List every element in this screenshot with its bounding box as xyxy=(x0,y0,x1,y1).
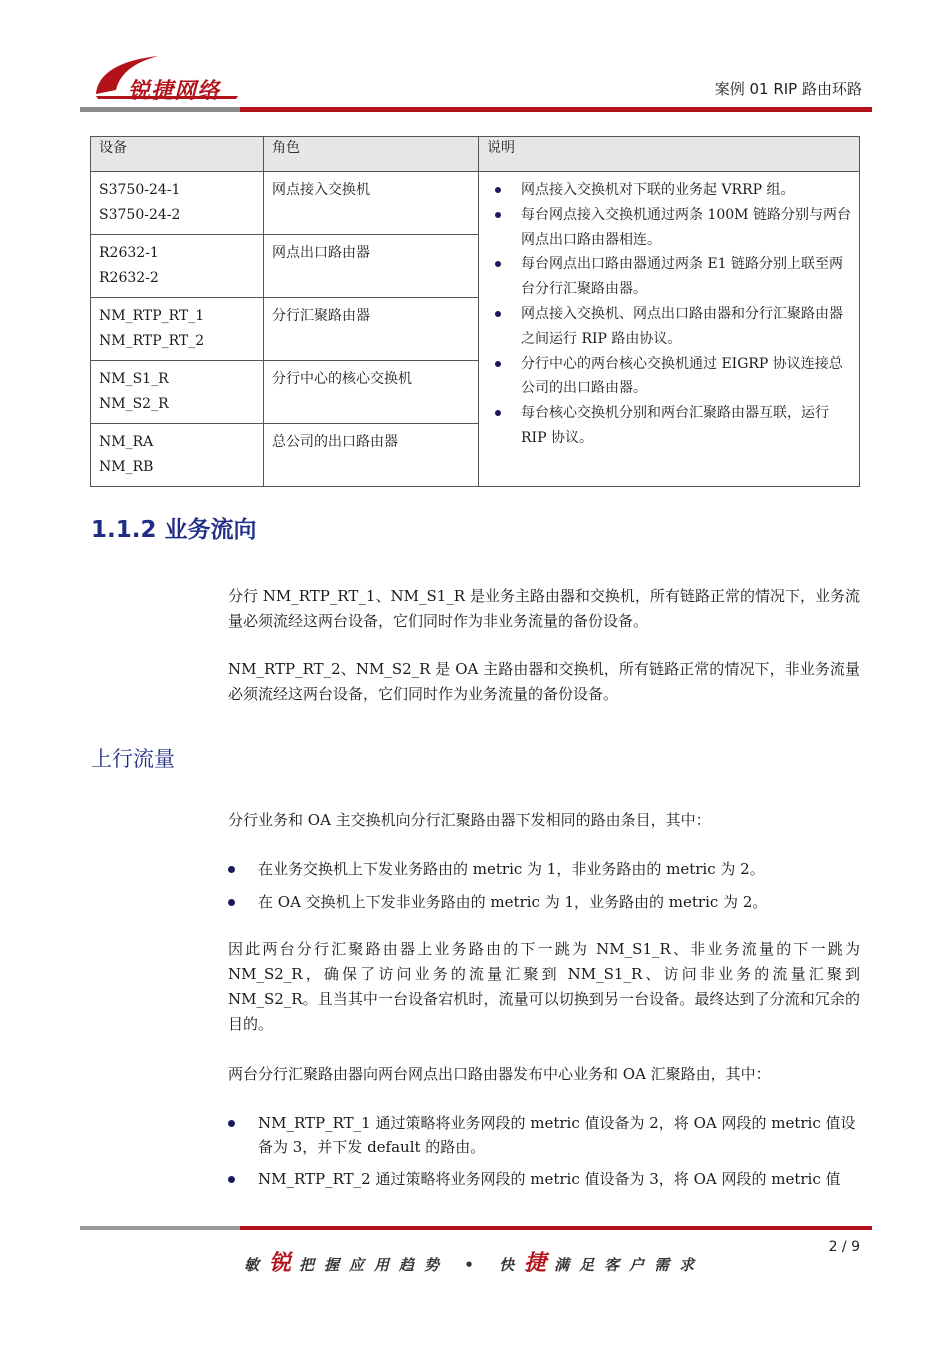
device-cell: S3750-24-1 S3750-24-2 xyxy=(91,172,264,235)
list-item: 分行中心的两台核心交换机通过 EIGRP 协议连接总公司的出口路由器。 xyxy=(487,352,851,402)
role-cell: 分行汇聚路由器 xyxy=(264,298,479,361)
logo-text: 锐捷网络 xyxy=(128,79,221,104)
list-item: 每台网点接入交换机通过两条 100M 链路分别与两台网点出口路由器相连。 xyxy=(487,203,851,253)
role-cell: 总公司的出口路由器 xyxy=(264,424,479,487)
bullet-icon xyxy=(228,866,235,873)
page-number: 2 / 9 xyxy=(828,1239,860,1255)
table-row xyxy=(91,172,860,235)
footer-slogan: 敏锐把握应用趋势 • 快捷满足客户需求 xyxy=(244,1251,705,1276)
list-item: NM_RTP_RT_2 通过策略将业务网段的 metric 值设备为 3，将 OA 网段的 metric 值 xyxy=(228,1167,860,1191)
bullet-icon xyxy=(228,1120,235,1127)
header-rule xyxy=(80,107,872,112)
bullet-icon xyxy=(228,1176,235,1183)
paragraph: 分行 NM_RTP_RT_1、NM_S1_R 是业务主路由器和交换机，所有链路正常的情况下，业务流量必须流经这两台设备，它们同时作为非业务流量的备份设备。 xyxy=(228,587,860,630)
list-item: 网点接入交换机对下联的业务起 VRRP 组。 xyxy=(487,178,851,203)
section-heading: 1.1.2 业务流向 xyxy=(91,517,257,543)
role-cell: 分行中心的核心交换机 xyxy=(264,361,479,424)
list-item: 每台网点出口路由器通过两条 E1 链路分别上联至两台分行汇聚路由器。 xyxy=(487,252,851,302)
description-cell xyxy=(479,172,860,487)
page-header xyxy=(80,40,872,112)
table-header-row xyxy=(91,137,860,172)
device-cell: R2632-1 R2632-2 xyxy=(91,235,264,298)
company-logo xyxy=(88,46,258,106)
column-header-device: 设备 xyxy=(91,137,264,172)
column-header-description: 说明 xyxy=(479,137,860,172)
bullet-icon xyxy=(228,899,235,906)
device-table xyxy=(90,136,860,487)
device-cell: NM_RTP_RT_1 NM_RTP_RT_2 xyxy=(91,298,264,361)
footer-rule xyxy=(80,1226,872,1230)
description-list xyxy=(487,178,851,451)
paragraph: 因此两台分行汇聚路由器上业务路由的下一跳为 NM_S1_R、非业务流量的下一跳为 NM_S2_R，确保了访问业务的流量汇聚到 NM_S1_R、访问非业务的流量汇聚到 NM_S2_R。且当其中一台设备宕机时，流量可以切换到另一台设备。最终达到了分流和冗余的目的。 xyxy=(228,940,860,1033)
list-item: NM_RTP_RT_1 通过策略将业务网段的 metric 值设备为 2，将 OA 网段的 metric 值设备为 3，并下发 default 的路由。 xyxy=(228,1111,860,1159)
role-cell: 网点接入交换机 xyxy=(264,172,479,235)
paragraph: 两台分行汇聚路由器向两台网点出口路由器发布中心业务和 OA 汇聚路由，其中： xyxy=(228,1065,771,1083)
paragraph: 分行业务和 OA 主交换机向分行汇聚路由器下发相同的路由条目，其中： xyxy=(228,811,711,829)
device-cell: NM_RA NM_RB xyxy=(91,424,264,487)
column-header-role: 角色 xyxy=(264,137,479,172)
list-item: 在 OA 交换机上下发非业务路由的 metric 为 1，业务路由的 metric 为 2。 xyxy=(228,890,860,914)
list-item: 在业务交换机上下发业务路由的 metric 为 1，非业务路由的 metric 为 2。 xyxy=(228,857,860,881)
role-cell: 网点出口路由器 xyxy=(264,235,479,298)
list-item: 每台核心交换机分别和两台汇聚路由器互联，运行 RIP 协议。 xyxy=(487,401,851,451)
paragraph: NM_RTP_RT_2、NM_S2_R 是 OA 主路由器和交换机，所有链路正常的情况下，非业务流量必须流经这两台设备，它们同时作为业务流量的备份设备。 xyxy=(228,660,860,703)
list-item: 网点接入交换机、网点出口路由器和分行汇聚路由器之间运行 RIP 路由协议。 xyxy=(487,302,851,352)
subsection-heading: 上行流量 xyxy=(91,747,175,771)
device-cell: NM_S1_R NM_S2_R xyxy=(91,361,264,424)
document-title: 案例 01 RIP 路由环路 xyxy=(714,80,862,98)
